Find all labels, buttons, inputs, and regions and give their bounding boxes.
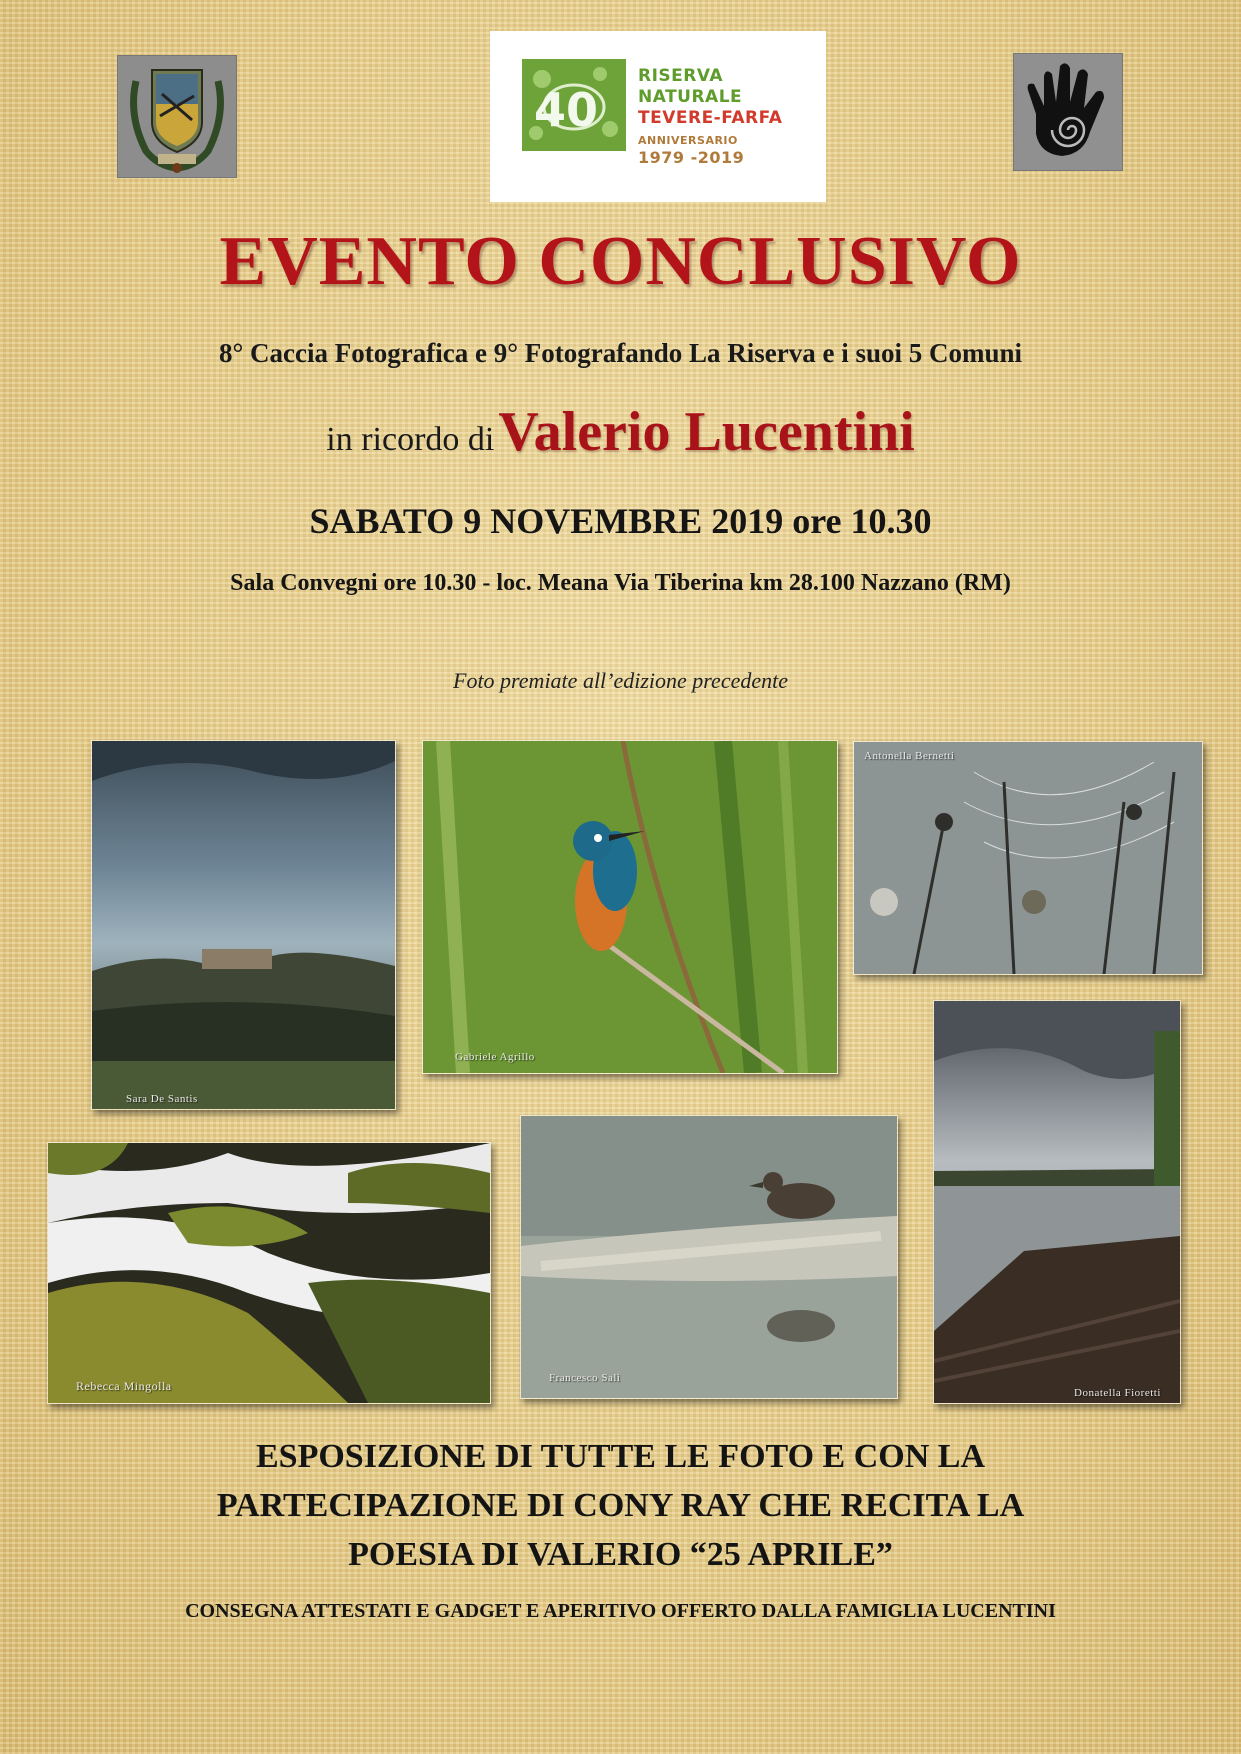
photo-pier: [933, 1000, 1181, 1404]
waterfall-image: [48, 1143, 490, 1403]
hand-spiral-logo: [1014, 54, 1122, 170]
hand-spiral-icon: [1014, 54, 1122, 170]
spiderweb-image: [854, 742, 1202, 974]
memorial-name: Valerio Lucentini: [498, 401, 915, 463]
anniversary-number: 40: [534, 83, 599, 137]
closing-line-2: PARTECIPAZIONE DI CONY RAY CHE RECITA LA: [216, 1487, 1025, 1524]
photo-credit: Francesco Sali: [549, 1372, 621, 1384]
photo-landscape: [91, 740, 396, 1110]
pier-image: [934, 1001, 1180, 1403]
event-location: Sala Convegni ore 10.30 - loc. Meana Via Tiberina km 28.100 Nazzano (RM): [230, 570, 1011, 596]
park-name-line3: TEVERE-FARFA: [638, 108, 783, 128]
photo-credit: Rebecca Mingolla: [76, 1379, 172, 1393]
photo-credit: Antonella Bernetti: [864, 750, 955, 762]
closing-line-1: ESPOSIZIONE DI TUTTE LE FOTO E CON LA: [255, 1438, 985, 1475]
landscape-image: [92, 741, 395, 1109]
event-date: SABATO 9 NOVEMBRE 2019 ore 10.30: [309, 501, 932, 541]
municipal-crest-logo: [118, 56, 236, 177]
closing-line-3: POESIA DI VALERIO “25 APRILE”: [348, 1536, 893, 1573]
duck-image: [521, 1116, 897, 1398]
photo-kingfisher: [422, 740, 838, 1074]
photo-waterfall: [47, 1142, 491, 1404]
photo-duck: [520, 1115, 898, 1399]
memorial-prefix: in ricordo di: [326, 421, 495, 458]
memorial-line: [0, 400, 1241, 464]
park-name-line2: NATURALE: [638, 87, 743, 107]
park-name-line1: RISERVA: [638, 66, 724, 86]
photo-credit: Gabriele Agrillo: [455, 1051, 535, 1063]
photo-spiderweb: [853, 741, 1203, 975]
photo-credit: Sara De Santis: [126, 1093, 198, 1105]
photo-credit: Donatella Fioretti: [1074, 1387, 1161, 1399]
event-title: EVENTO CONCLUSIVO: [219, 223, 1022, 300]
crest-icon: [118, 56, 236, 177]
footer-note: CONSEGNA ATTESTATI E GADGET E APERITIVO OFFERTO DALLA FAMIGLIA LUCENTINI: [185, 1600, 1056, 1622]
anniversary-label: ANNIVERSARIO: [638, 134, 738, 147]
kingfisher-image: [423, 741, 837, 1073]
anniversary-years: 1979 -2019: [638, 148, 745, 167]
park-anniversary-logo: [490, 31, 826, 202]
photos-caption: Foto premiate all’edizione precedente: [453, 668, 788, 693]
closing-announcement: [0, 1432, 1241, 1579]
event-subtitle: 8° Caccia Fotografica e 9° Fotografando La Riserva e i suoi 5 Comuni: [219, 338, 1022, 368]
